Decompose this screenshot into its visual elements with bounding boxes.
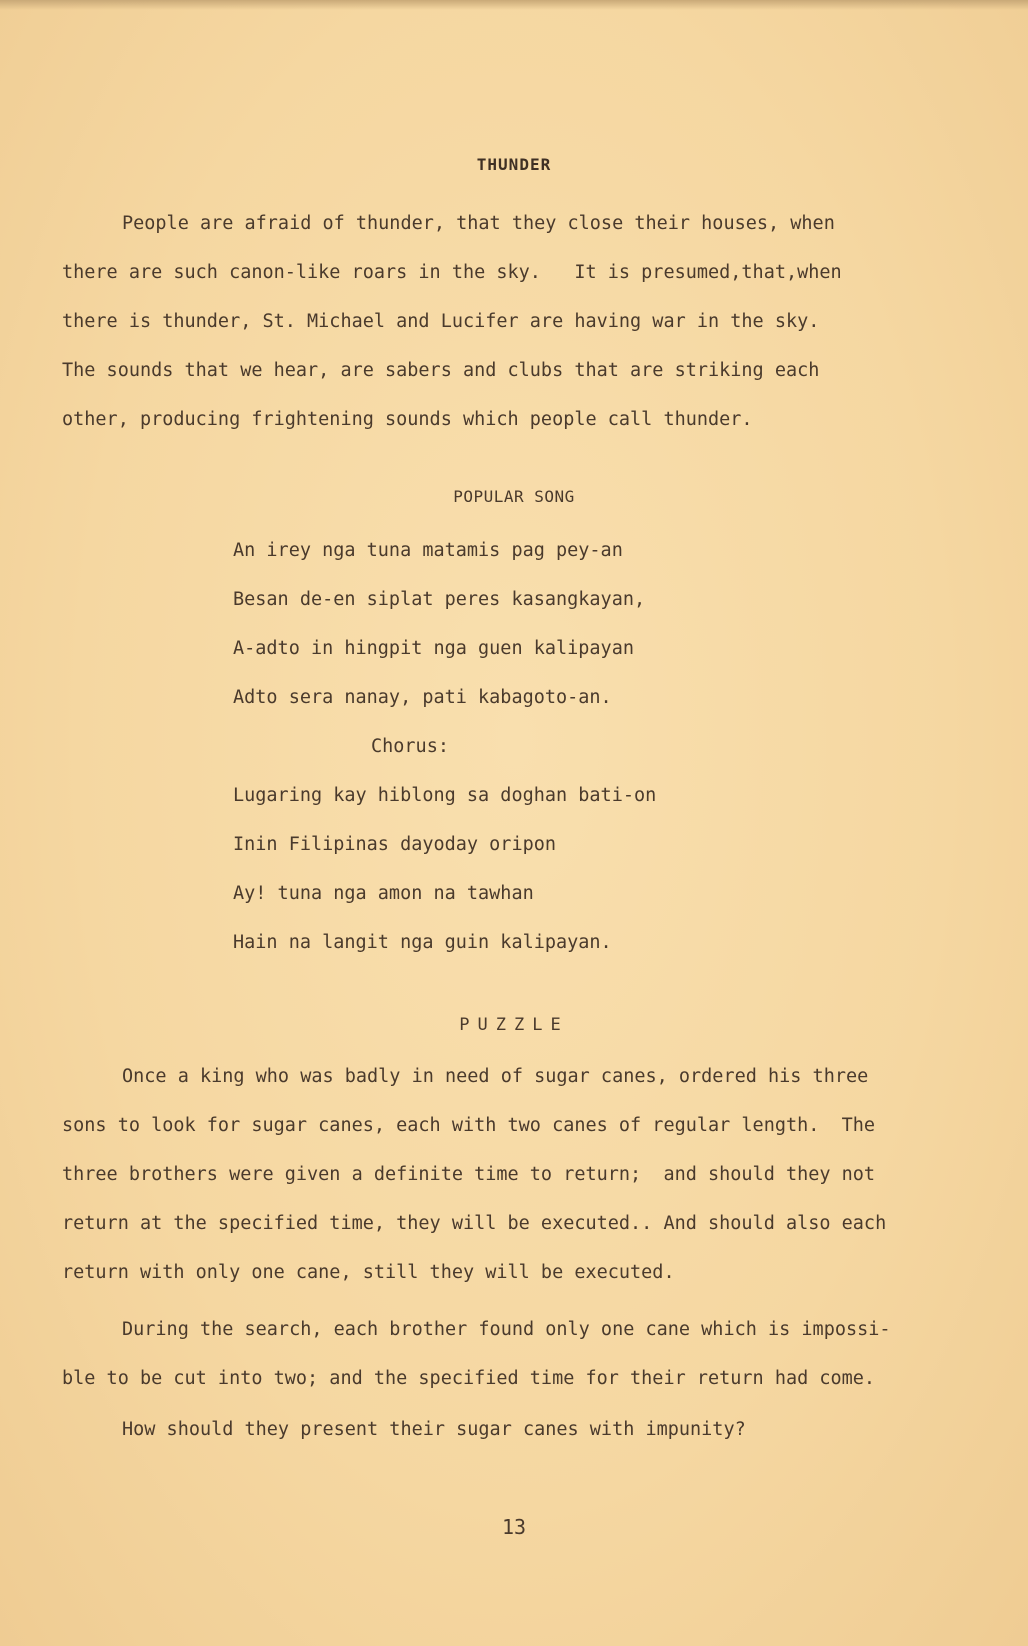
verse-line-3: A-adto in hingpit nga guen kalipayan: [233, 638, 634, 659]
puzzle-line-2: sons to look for sugar canes, each with two canes of regular length. The: [62, 1115, 876, 1136]
puzzle-line-3: three brothers were given a definite time to return; and should they not: [62, 1164, 876, 1185]
thunder-line-5: other, producing frightening sounds which people call thunder.: [62, 409, 753, 430]
verse-line-4: Adto sera nanay, pati kabagoto-an.: [233, 687, 612, 708]
puzzle-line-7: ble to be cut into two; and the specified time for their return had come.: [62, 1368, 876, 1389]
puzzle-line-4: return at the specified time, they will be executed.. And should also each: [62, 1213, 887, 1234]
chorus-label: Chorus:: [371, 736, 449, 757]
song-verse: [233, 526, 933, 967]
puzzle-paragraph-2: [62, 1305, 962, 1403]
thunder-line-3: there is thunder, St. Michael and Lucifer are having war in the sky.: [62, 311, 820, 332]
puzzle-question: How should they present their sugar canes with impunity?: [122, 1419, 746, 1440]
puzzle-title: PUZZLE: [459, 1015, 569, 1035]
puzzle-paragraph-3: [62, 1405, 962, 1454]
page-number: 13: [501, 1515, 527, 1539]
thunder-line-1: People are afraid of thunder, that they close their houses, when: [122, 213, 835, 234]
puzzle-line-5: return with only one cane, still they will be executed.: [62, 1262, 675, 1283]
puzzle-line-6: During the search, each brother found only one cane which is impossi-: [122, 1319, 891, 1340]
chorus-line-2: Inin Filipinas dayoday oripon: [233, 834, 557, 855]
puzzle-line-1: Once a king who was badly in need of sugar canes, ordered his three: [122, 1066, 869, 1087]
chorus-line-1: Lugaring kay hiblong sa doghan bati-on: [233, 785, 657, 806]
song-title: POPULAR SONG: [453, 487, 575, 506]
puzzle-paragraph-1: [62, 1052, 962, 1297]
page-top-edge: [0, 0, 1028, 10]
thunder-line-4: The sounds that we hear, are sabers and clubs that are striking each: [62, 360, 820, 381]
thunder-paragraph: [62, 199, 962, 444]
thunder-line-2: there are such canon-like roars in the sky. It is presumed,that,when: [62, 262, 842, 283]
verse-line-1: An irey nga tuna matamis pag pey-an: [233, 540, 623, 561]
thunder-title: THUNDER: [476, 155, 552, 174]
chorus-line-4: Hain na langit nga guin kalipayan.: [233, 932, 612, 953]
chorus-line-3: Ay! tuna nga amon na tawhan: [233, 883, 534, 904]
verse-line-2: Besan de-en siplat peres kasangkayan,: [233, 589, 646, 610]
